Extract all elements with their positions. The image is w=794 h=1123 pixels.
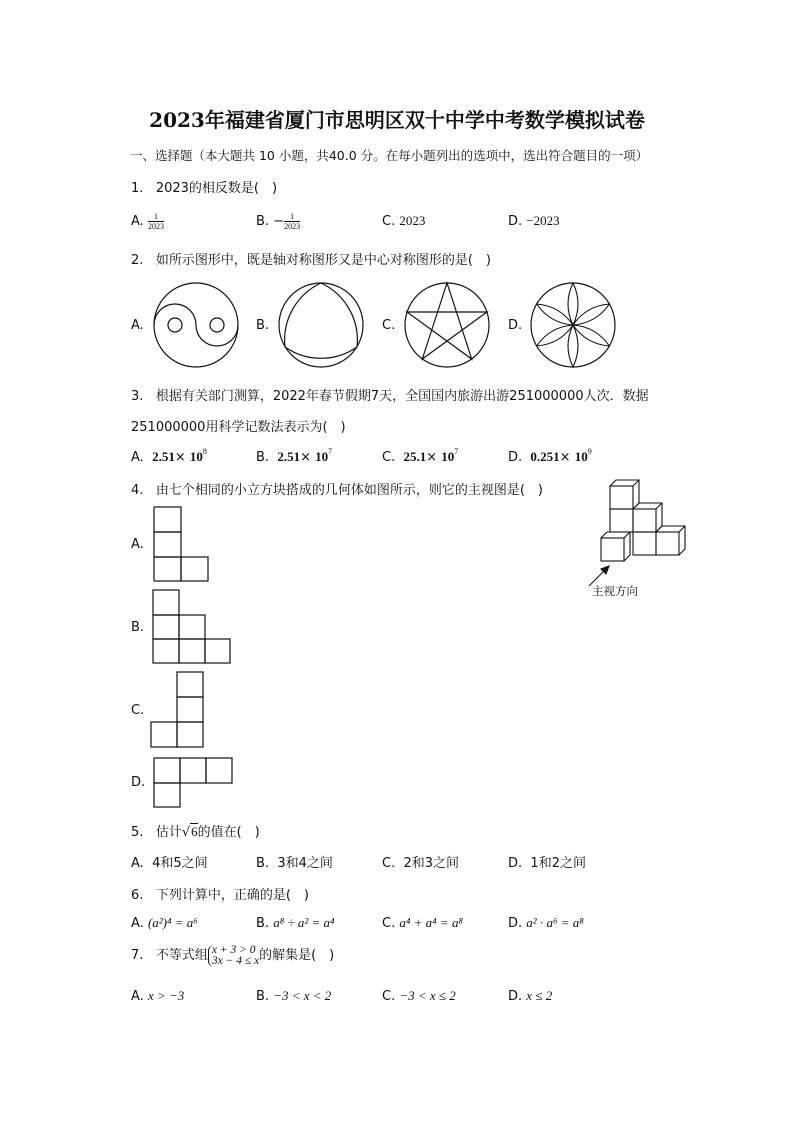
question-text: 的值在( ) <box>197 825 260 840</box>
q5-option-c[interactable]: C. 2和3之间 <box>382 856 460 871</box>
minus-sign: − <box>273 214 285 229</box>
question-5 <box>131 821 260 840</box>
pentagram-icon[interactable] <box>403 281 491 369</box>
q4-option-b-label[interactable]: B. <box>131 620 145 635</box>
q6-option-c[interactable]: C. a⁴ + a⁴ = a⁸ <box>382 915 463 931</box>
question-number: 3. <box>131 389 144 404</box>
inequality-system: x + 3 > 0 3x − 4 ≤ x <box>208 945 259 967</box>
reuleaux-triangle-icon[interactable] <box>277 281 365 369</box>
option-value: −2023 <box>526 213 560 228</box>
q2-option-c-label[interactable]: C. <box>382 318 396 333</box>
q2-option-a-label[interactable]: A. <box>131 318 144 333</box>
question-7 <box>131 944 334 967</box>
q2-option-b-label[interactable]: B. <box>256 318 270 333</box>
q3-option-a[interactable]: A. $2.51\times 10^8$ <box>131 447 207 465</box>
option-label: B. <box>256 214 270 229</box>
q4-option-a-figure[interactable] <box>153 506 211 582</box>
q5-option-b[interactable]: B. 3和4之间 <box>256 856 333 871</box>
q7-option-a[interactable]: A. x > −3 <box>131 988 185 1004</box>
option-value: 2023 <box>399 213 426 228</box>
q2-option-d-label[interactable]: D. <box>508 318 523 333</box>
taiji-icon[interactable] <box>152 281 240 369</box>
q1-option-c[interactable] <box>382 213 425 229</box>
question-number: 5. <box>131 825 144 840</box>
option-label: A. <box>131 214 144 229</box>
option-label: C. <box>382 214 396 229</box>
q3-option-b[interactable]: B. $2.51\times 10^7$ <box>256 447 333 465</box>
question-text-line2: 251000000用科学记数法表示为( ) <box>131 420 346 435</box>
section-heading: 一、选择题（本大题共 10 小题，共40.0 分。在每小题列出的选项中，选出符合题目的一项） <box>130 148 649 163</box>
view-direction-label: 主视方向 <box>592 584 638 598</box>
q6-option-b[interactable]: B. a⁸ ÷ a² = a⁴ <box>256 915 335 931</box>
question-text: 不等式组 <box>155 948 208 963</box>
q1-option-d[interactable] <box>508 213 560 229</box>
q3-option-c[interactable]: C. $25.1\times 10^7$ <box>382 447 459 465</box>
sqrt-symbol: √ <box>181 825 191 840</box>
q4-option-c-label[interactable]: C. <box>131 703 145 718</box>
question-number: 2. <box>131 253 144 268</box>
q3-option-d[interactable]: D. $0.251\times 10^9$ <box>508 447 592 465</box>
q6-option-d[interactable]: D. a² · a⁶ = a⁸ <box>508 915 584 931</box>
q5-option-a[interactable]: A. 4和5之间 <box>131 856 208 871</box>
question-text: 由七个相同的小立方块搭成的几何体如图所示，则它的主视图是( ) <box>155 483 543 498</box>
fraction: $\frac{1}{2023}$ <box>284 212 301 231</box>
question-text: 的解集是( ) <box>259 948 335 963</box>
question-text-line1: 根据有关部门测算，2022年春节假期7天，全国国内旅游出游251000000人次．数据 <box>155 389 649 404</box>
question-3 <box>131 385 649 404</box>
question-2 <box>131 249 491 268</box>
q4-option-d-figure[interactable] <box>153 757 235 809</box>
option-label: D. <box>508 214 523 229</box>
question-text: 2023的相反数是( ) <box>155 181 278 196</box>
question-number: 1. <box>131 181 144 196</box>
q4-option-a-label[interactable]: A. <box>131 537 144 552</box>
q4-option-b-figure[interactable] <box>152 589 232 665</box>
question-number: 4. <box>131 483 144 498</box>
question-6 <box>131 884 309 903</box>
q6-option-a[interactable]: A. (a²)⁴ = a⁶ <box>131 915 198 931</box>
question-4 <box>131 479 543 498</box>
question-1 <box>131 177 277 196</box>
q4-option-c-figure[interactable] <box>150 671 206 749</box>
q7-option-c[interactable]: C. −3 < x ≤ 2 <box>382 988 456 1004</box>
q1-option-a[interactable] <box>131 212 164 231</box>
question-number: 6. <box>131 888 144 903</box>
q5-option-d[interactable]: D. 1和2之间 <box>508 856 586 871</box>
question-text: 下列计算中，正确的是( ) <box>155 888 309 903</box>
question-text: 如所示图形中，既是轴对称图形又是中心对称图形的是( ) <box>155 253 491 268</box>
q4-option-d-label[interactable]: D. <box>131 775 146 790</box>
page-title: 2023年福建省厦门市思明区双十中学中考数学模拟试卷 <box>149 108 645 132</box>
radicand: 6 <box>191 824 198 839</box>
q7-option-b[interactable]: B. −3 < x < 2 <box>256 988 332 1004</box>
question-number: 7. <box>131 948 144 963</box>
question-text: 估计 <box>155 825 182 840</box>
fraction: $\frac{1}{2023}$ <box>147 212 164 231</box>
six-petal-flower-icon[interactable] <box>529 281 617 369</box>
q7-option-d[interactable]: D. x ≤ 2 <box>508 988 553 1004</box>
q1-option-b[interactable] <box>256 212 300 231</box>
